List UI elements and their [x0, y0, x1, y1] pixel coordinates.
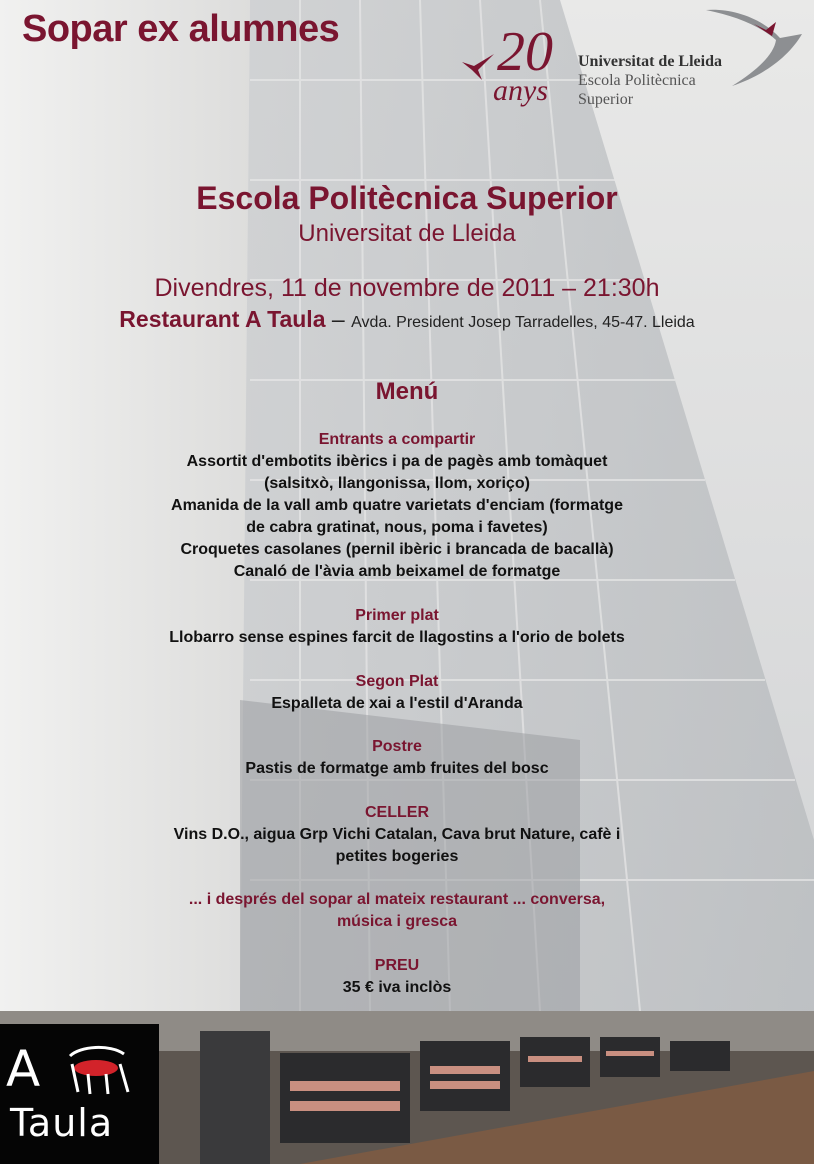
- postre-section: [0, 736, 794, 780]
- restaurant-name: Restaurant A Taula: [119, 306, 326, 332]
- entrant-item: (salsitxò, llangonissa, llom, xoriço): [264, 475, 530, 492]
- preu-title: PREU: [374, 957, 420, 974]
- preu-value: 35 € iva inclòs: [342, 979, 452, 996]
- event-date: Divendres, 11 de novembre de 2011 – 21:30h: [154, 274, 660, 302]
- entrants-section: [0, 429, 794, 583]
- segon-section: [0, 671, 794, 715]
- restaurant-address: Avda. President Josep Tarradelles, 45-47. Lleida: [351, 314, 695, 331]
- university-name: Universitat de Lleida: [298, 220, 516, 247]
- school-name: Escola Politècnica Superior: [196, 180, 618, 216]
- a-taula-logo: [0, 1024, 159, 1164]
- celler-title: CELLER: [365, 804, 429, 821]
- celler-item: Vins D.O., aigua Grp Vichi Catalan, Cava brut Nature, cafè i: [173, 826, 621, 843]
- logo-text: [578, 52, 722, 109]
- postre-item: Pastis de formatge amb fruites del bosc: [245, 760, 549, 777]
- entrant-item: Amanida de la vall amb quatre varietats d'enciam (formatge: [171, 497, 623, 514]
- entrants-title: Entrants a compartir: [318, 431, 476, 448]
- logo-number: 20: [497, 21, 553, 83]
- logo-line2: Escola Politècnica: [578, 72, 696, 89]
- logo-line3: Superior: [578, 91, 634, 108]
- event-title: Sopar ex alumnes: [22, 8, 340, 50]
- entrant-item: Assortit d'embotits ibèrics i pa de pagès amb tomàquet: [186, 453, 608, 470]
- after-dinner-section: [0, 889, 794, 933]
- segon-title: Segon Plat: [355, 673, 439, 690]
- restaurant-line: [0, 306, 814, 333]
- celler-item: petites bogeries: [335, 848, 459, 865]
- primer-item: Llobarro sense espines farcit de llagostins a l'orio de bolets: [169, 629, 625, 646]
- bird-icon: [460, 52, 496, 82]
- after-dinner-line: ... i després del sopar al mateix restaurant ... conversa,: [188, 891, 606, 908]
- logo-word: anys: [493, 74, 548, 107]
- entrant-item: Canaló de l'àvia amb beixamel de formatge: [233, 563, 561, 580]
- menu-title: Menú: [375, 378, 439, 405]
- segon-item: Espalleta de xai a l'estil d'Aranda: [271, 695, 523, 712]
- postre-title: Postre: [372, 738, 422, 755]
- a-taula-logo-taula: Taula: [10, 1101, 114, 1145]
- entrant-item: Croquetes casolanes (pernil ibèric i brancada de bacallà): [180, 541, 614, 558]
- entrant-item: de cabra gratinat, nous, poma i favetes): [246, 519, 548, 536]
- celler-section: [0, 802, 794, 868]
- logo-line1: Universitat de Lleida: [578, 53, 722, 70]
- primer-section: [0, 605, 794, 649]
- after-dinner-line: música i gresca: [336, 913, 458, 930]
- preu-section: [0, 955, 794, 999]
- restaurant-dash: –: [325, 306, 352, 332]
- primer-title: Primer plat: [355, 607, 439, 624]
- a-taula-logo-a: A: [6, 1040, 41, 1098]
